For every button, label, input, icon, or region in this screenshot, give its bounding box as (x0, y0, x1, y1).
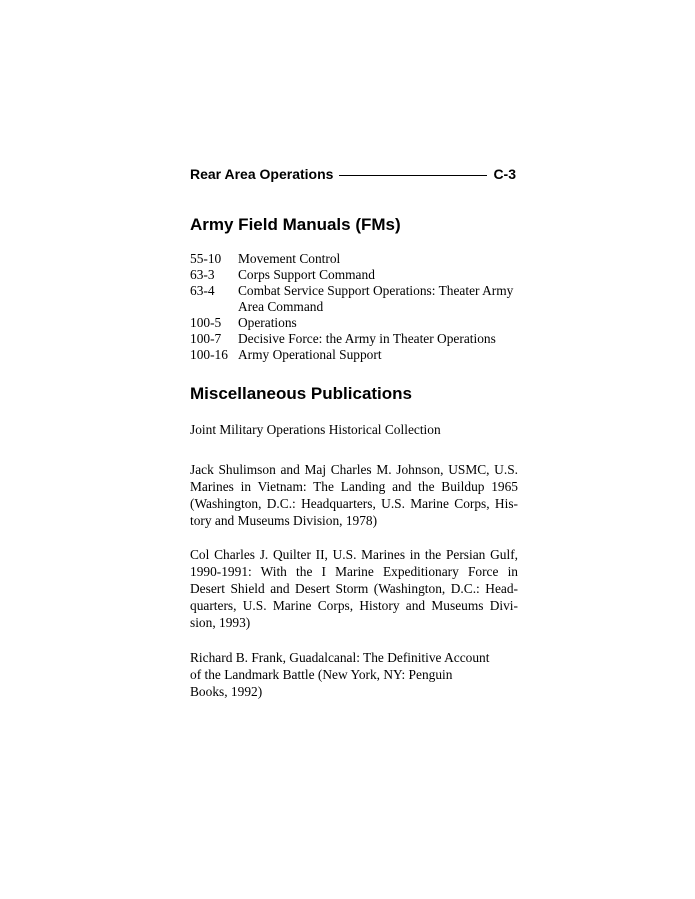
fm-number: 100-16 (190, 347, 228, 362)
fm-title: Operations (238, 315, 297, 330)
header-page-number: C-3 (493, 166, 516, 182)
publication-line: Marines in Vietnam: The Landing and the Buildup 1965 (190, 479, 518, 494)
fm-number: 63-3 (190, 267, 215, 282)
publication-line: Books, 1992) (190, 684, 263, 699)
section-heading-misc-publications: Miscellaneous Publications (190, 384, 413, 403)
publication-line: (Washington, D.C.: Headquarters, U.S. Marine Corps, His- (190, 496, 518, 511)
list-item (190, 315, 520, 331)
publication-entry (190, 649, 518, 700)
fm-title: Corps Support Command (238, 267, 375, 282)
fm-title-line: Combat Service Support Operations: Theater Army (238, 283, 514, 298)
publication-entry (190, 461, 518, 529)
publication-line: tory and Museums Division, 1978) (190, 513, 378, 528)
fm-number: 100-7 (190, 331, 222, 346)
section-heading-field-manuals: Army Field Manuals (FMs) (190, 215, 401, 234)
publication-line: of the Landmark Battle (New York, NY: Penguin (190, 667, 453, 682)
fm-title: Army Operational Support (238, 347, 382, 362)
header-rule (339, 175, 487, 176)
list-item (190, 347, 520, 363)
publication-entry (190, 546, 518, 631)
publication-line: 1990-1991: With the I Marine Expeditionary Force in (190, 564, 518, 579)
publication-line: Jack Shulimson and Maj Charles M. Johnson, USMC, U.S. (190, 462, 518, 477)
publication-line: Joint Military Operations Historical Collection (190, 422, 441, 437)
list-item (190, 331, 520, 347)
fm-number: 63-4 (190, 283, 215, 298)
list-item (190, 283, 520, 315)
list-item (190, 251, 520, 267)
publication-line: Col Charles J. Quilter II, U.S. Marines in the Persian Gulf, (190, 547, 518, 562)
fm-number: 55-10 (190, 251, 222, 266)
publication-line: quarters, U.S. Marine Corps, History and Museums Divi- (190, 598, 518, 613)
header-title: Rear Area Operations (190, 166, 334, 182)
publication-line: Desert Shield and Desert Storm (Washington, D.C.: Head- (190, 581, 518, 596)
fm-title (238, 283, 520, 315)
fm-title-line: Area Command (238, 299, 324, 314)
publication-line: Richard B. Frank, Guadalcanal: The Definitive Account (190, 650, 490, 665)
fm-title: Decisive Force: the Army in Theater Operations (238, 331, 496, 346)
field-manual-list (190, 251, 520, 363)
fm-title: Movement Control (238, 251, 341, 266)
publication-line: sion, 1993) (190, 615, 251, 630)
list-item (190, 267, 520, 283)
running-header (190, 166, 516, 182)
publication-entry (190, 421, 518, 438)
fm-number: 100-5 (190, 315, 222, 330)
